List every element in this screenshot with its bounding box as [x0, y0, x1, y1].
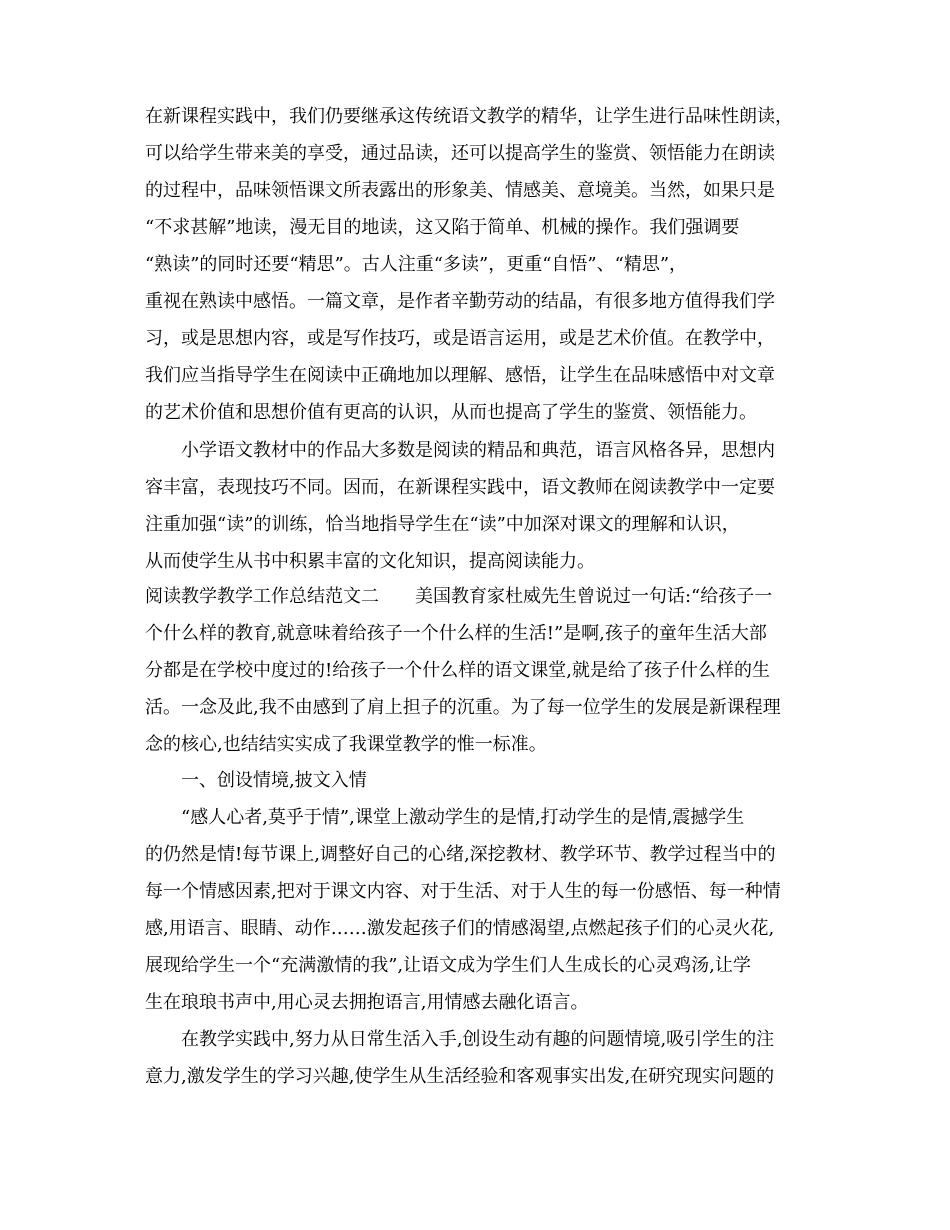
text-line: 可以给学生带来美的享受，通过品读，还可以提高学生的鉴赏、领悟能力在朗读 — [145, 143, 775, 164]
text-line: 阅读教学教学工作总结范文二 美国教育家杜威先生曾说过一句话:“给孩子一 — [145, 586, 773, 607]
text-line: 在教学实践中,努力从日常生活入手,创设生动有趣的问题情境,吸引学生的注 — [145, 1029, 775, 1050]
text-line: 我们应当指导学生在阅读中正确地加以理解、感悟，让学生在品味感悟中对文章 — [145, 365, 775, 386]
text-line: 个什么样的教育,就意味着给孩子一个什么样的生活!”是啊,孩子的童年生活大部 — [145, 623, 767, 644]
text-line: “熟读”的同时还要“精思”。古人注重“多读”，更重“自悟”、“精思”， — [145, 254, 688, 275]
text-line: 注重加强“读”的训练，恰当地指导学生在“读”中加深对课文的理解和认识， — [145, 514, 740, 535]
text-line: 的艺术价值和思想价值有更高的认识，从而也提高了学生的鉴赏、领悟能力。 — [145, 402, 757, 423]
text-line: 在新课程实践中，我们仍要继承这传统语文教学的精华，让学生进行品味性朗读， — [145, 106, 793, 127]
text-line: 分都是在学校中度过的!给孩子一个什么样的语文课堂,就是给了孩子什么样的生 — [145, 660, 770, 681]
text-line: 小学语文教材中的作品大多数是阅读的精品和典范，语言风格各异，思想内 — [145, 440, 775, 461]
text-line: “感人心者,莫乎于情”,课堂上激动学生的是情,打动学生的是情,震撼学生 — [145, 807, 745, 828]
text-line: 容丰富，表现技巧不同。因而，在新课程实践中，语文教师在阅读教学中一定要 — [145, 477, 775, 498]
text-line: 念的核心,也结结实实成了我课堂教学的惟一标准。 — [145, 734, 547, 755]
text-line: 每一个情感因素,把对于课文内容、对于生活、对于人生的每一份感悟、每一种情 — [145, 881, 781, 902]
text-line: 活。一念及此,我不由感到了肩上担子的沉重。为了每一位学生的发展是新课程理 — [145, 697, 781, 718]
text-line: 习，或是思想内容，或是写作技巧，或是语言运用，或是艺术价值。在教学中， — [145, 328, 775, 349]
text-line: 重视在熟读中感悟。一篇文章，是作者辛勤劳动的结晶，有很多地方值得我们学 — [145, 291, 775, 312]
text-line: 展现给学生一个“充满激情的我”,让语文成为学生们人生成长的心灵鸡汤,让学 — [145, 955, 751, 976]
text-line: 从而使学生从书中积累丰富的文化知识，提高阅读能力。 — [145, 551, 595, 572]
text-line: 的仍然是情!每节课上,调整好自己的心绪,深挖教材、教学环节、教学过程当中的 — [145, 844, 776, 865]
text-line: 意力,激发学生的学习兴趣,使学生从生活经验和客观事实出发,在研究现实问题的 — [145, 1066, 775, 1087]
text-line: 一、创设情境,披文入情 — [145, 770, 367, 791]
text-line: 生在琅琅书声中,用心灵去拥抱语言,用情感去融化语言。 — [145, 992, 589, 1013]
text-line: 感,用语言、眼睛、动作……激发起孩子们的情感渴望,点燃起孩子们的心灵火花, — [145, 918, 775, 939]
text-line: “不求甚解”地读，漫无目的地读，这又陷于简单、机械的操作。我们强调要 — [145, 217, 740, 238]
text-line: 的过程中，品味领悟课文所表露出的形象美、情感美、意境美。当然，如果只是 — [145, 180, 775, 201]
